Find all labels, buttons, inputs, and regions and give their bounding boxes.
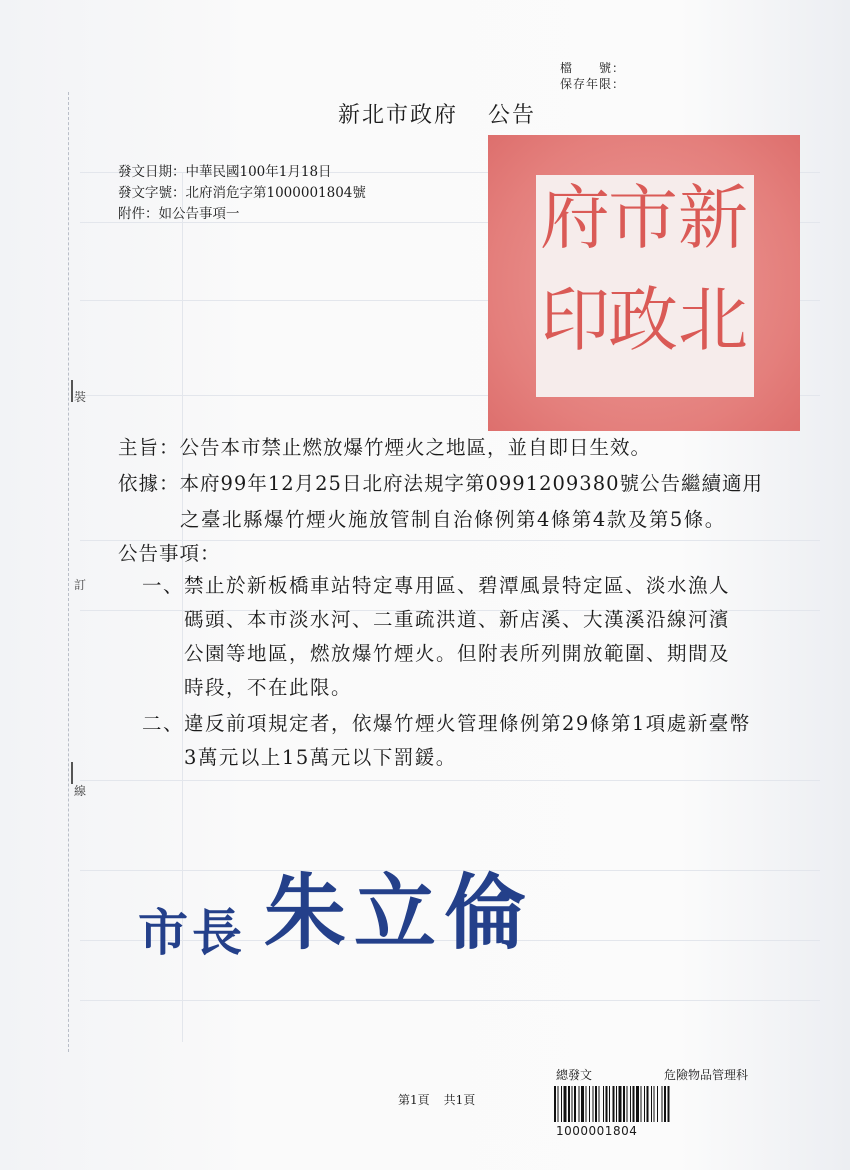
page-title bbox=[338, 98, 536, 129]
signature-name: 朱立倫 bbox=[264, 865, 535, 961]
seal-glyph: 政 bbox=[608, 279, 678, 361]
barcode-bar bbox=[654, 1086, 655, 1122]
barcode-bar bbox=[554, 1086, 556, 1122]
items-label: 公告事項： bbox=[118, 542, 221, 565]
barcode-bar bbox=[599, 1086, 600, 1122]
barcode-bar bbox=[609, 1086, 610, 1122]
barcode-bar bbox=[589, 1086, 590, 1122]
barcode-bar bbox=[644, 1086, 645, 1122]
item2-line: 3萬元以上15萬元以下罰鍰。 bbox=[184, 746, 457, 769]
barcode-bar bbox=[647, 1086, 649, 1122]
barcode-bar bbox=[558, 1086, 559, 1122]
barcode-bar bbox=[564, 1086, 567, 1122]
binding-char-bottom: 線 bbox=[74, 784, 87, 798]
item1-line: 禁止於新板橋車站特定專用區、碧潭風景特定區、淡水漁人 bbox=[184, 574, 731, 597]
barcode-bar bbox=[662, 1086, 663, 1122]
barcode-bar bbox=[568, 1086, 570, 1122]
dispatch-label: 總發文 bbox=[556, 1068, 593, 1082]
title-type: 公告 bbox=[488, 103, 537, 128]
issue-doc-no: 發文字號：北府消危字第1000001804號 bbox=[118, 185, 366, 201]
barcode-bar bbox=[619, 1086, 622, 1122]
subject-text: 公告本市禁止燃放爆竹煙火之地區，並自即日生效。 bbox=[179, 436, 652, 459]
item1-line: 碼頭、本市淡水河、二重疏洪道、新店溪、大漢溪沿線河濱 bbox=[184, 608, 731, 631]
binding-tick bbox=[71, 380, 73, 402]
barcode-bar bbox=[613, 1086, 615, 1122]
issue-attachment: 附件：如公告事項一 bbox=[118, 206, 240, 222]
basis bbox=[118, 468, 763, 496]
page-total: 共1頁 bbox=[443, 1093, 476, 1107]
subject bbox=[118, 432, 651, 460]
barcode-bar bbox=[627, 1086, 628, 1122]
binding-char-mid: 訂 bbox=[74, 578, 87, 592]
seal-glyph: 府 bbox=[540, 177, 610, 259]
item2-line: 違反前項規定者，依爆竹煙火管理條例第29條第1項處新臺幣 bbox=[184, 712, 751, 735]
barcode-bar bbox=[593, 1086, 594, 1122]
page-current: 第1頁 bbox=[398, 1093, 430, 1107]
title-org: 新北市政府 bbox=[338, 103, 459, 128]
seal-glyph: 印 bbox=[540, 279, 610, 361]
seal-glyph: 市 bbox=[608, 177, 678, 259]
basis-line: 本府99年12月25日北府法規字第0991209380號公告繼續適用 bbox=[179, 472, 764, 495]
show-through-line bbox=[80, 780, 820, 781]
file-no-label: 檔 號： bbox=[560, 61, 626, 75]
department-label: 危險物品管理科 bbox=[664, 1068, 749, 1082]
show-through-line bbox=[80, 1000, 820, 1001]
mayor-signature bbox=[138, 848, 534, 965]
binding-char-top: 裝 bbox=[74, 390, 87, 404]
barcode-bar bbox=[633, 1086, 635, 1122]
barcode-bar bbox=[595, 1086, 597, 1122]
issue-info bbox=[118, 162, 366, 225]
barcode-bar bbox=[603, 1086, 604, 1122]
barcode-bar bbox=[651, 1086, 652, 1122]
basis-label: 依據： bbox=[118, 472, 180, 495]
basis-line: 之臺北縣爆竹煙火施放管制自治條例第4條第4款及第5條。 bbox=[180, 508, 726, 531]
official-seal bbox=[488, 135, 800, 431]
retention-label: 保存年限： bbox=[560, 77, 626, 91]
barcode-bar bbox=[574, 1086, 576, 1122]
binding-line bbox=[68, 92, 69, 1052]
barcode-bar bbox=[664, 1086, 666, 1122]
barcode-bar bbox=[630, 1086, 631, 1122]
barcode bbox=[554, 1086, 750, 1122]
barcode-bar bbox=[606, 1086, 608, 1122]
barcode-bar bbox=[668, 1086, 670, 1122]
barcode-bar bbox=[586, 1086, 587, 1122]
page-number bbox=[398, 1091, 475, 1108]
barcode-bar bbox=[581, 1086, 584, 1122]
item-number: 二、 bbox=[142, 712, 185, 735]
binding-tick bbox=[71, 762, 73, 784]
barcode-bar bbox=[579, 1086, 580, 1122]
signature-title: 市長 bbox=[138, 903, 246, 962]
issue-date: 發文日期：中華民國100年1月18日 bbox=[118, 164, 332, 180]
subject-label: 主旨： bbox=[118, 436, 180, 459]
barcode-bar bbox=[636, 1086, 639, 1122]
barcode-bar bbox=[623, 1086, 625, 1122]
seal-glyph: 新 bbox=[678, 177, 748, 259]
barcode-bar bbox=[641, 1086, 642, 1122]
item1-line: 公園等地區，燃放爆竹煙火。但附表所列開放範圍、期間及 bbox=[184, 642, 731, 665]
seal-glyph: 北 bbox=[678, 279, 748, 361]
item1-line: 時段，不在此限。 bbox=[184, 676, 353, 699]
barcode-bar bbox=[561, 1086, 562, 1122]
barcode-number: 1000001804 bbox=[556, 1124, 638, 1138]
barcode-bar bbox=[657, 1086, 658, 1122]
barcode-bar bbox=[616, 1086, 617, 1122]
header-meta bbox=[560, 60, 625, 92]
barcode-bar bbox=[572, 1086, 573, 1122]
item-number: 一、 bbox=[142, 574, 185, 597]
